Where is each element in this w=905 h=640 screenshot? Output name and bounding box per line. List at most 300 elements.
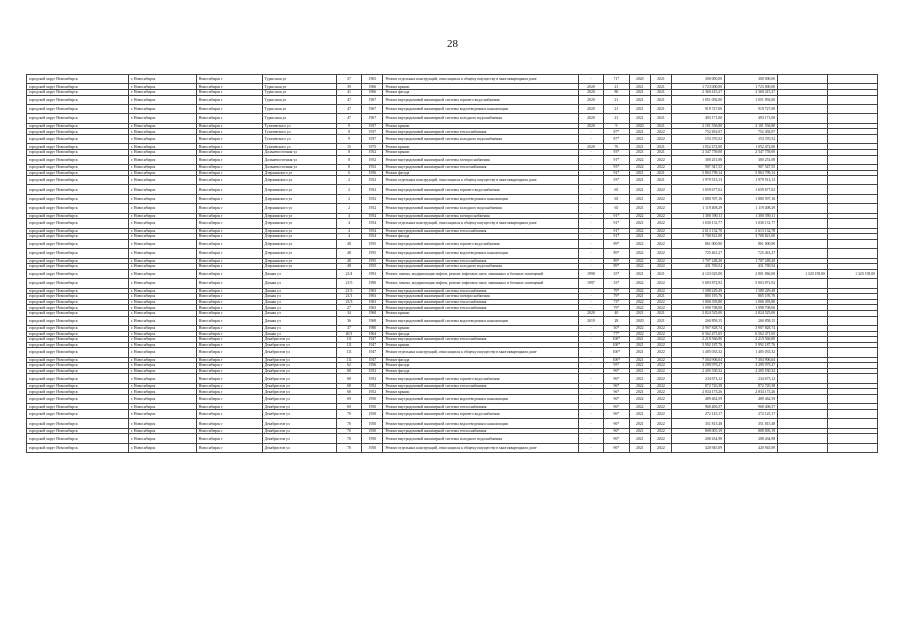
build-year-cell: 1954 <box>362 228 383 234</box>
settlement-cell: Новосибирск г <box>196 434 262 443</box>
fund-cost-cell: 1 588 229,49 <box>725 288 778 294</box>
end-year-cell: 2022 <box>650 249 671 258</box>
other-cost-2-cell <box>828 249 878 258</box>
start-year-cell: 2020 <box>629 123 650 129</box>
work-type-cell: Ремонт отдельных конструкций, относящихся к общему имуществу в многоквартирном доме <box>383 219 578 228</box>
last-repair-year-cell: - <box>578 325 603 331</box>
last-repair-year-cell: 2020 <box>578 310 603 316</box>
city-cell: г. Новосибирск <box>128 348 196 357</box>
fund-cost-cell: 3 299 979,27 <box>725 363 778 369</box>
table-row <box>27 75 878 84</box>
house-number-cell: 9 <box>336 123 361 129</box>
street-cell: Дзержинского ул <box>262 213 336 219</box>
municipality-cell: городской округ Новосибирск <box>27 194 129 203</box>
street-cell: Дачная ул <box>262 269 336 278</box>
build-year-cell: 1965 <box>362 75 383 84</box>
settlement-cell: Новосибирск г <box>196 219 262 228</box>
other-cost-cell <box>778 249 828 258</box>
last-repair-year-cell: - <box>578 213 603 219</box>
municipality-cell: городской округ Новосибирск <box>27 383 129 389</box>
build-year-cell: 1950 <box>362 395 383 404</box>
municipality-cell: городской округ Новосибирск <box>27 258 129 264</box>
total-cost-cell: 1 051 092,00 <box>672 95 725 104</box>
program-table <box>26 74 878 453</box>
fund-cost-cell: 805 195,76 <box>725 294 778 300</box>
house-number-cell: 9 <box>336 134 361 143</box>
start-year-cell: 2021 <box>629 337 650 343</box>
start-year-cell: 2021 <box>629 419 650 428</box>
fund-cost-cell: 2 205 530,32 <box>725 368 778 374</box>
other-cost-2-cell <box>828 374 878 383</box>
wear-percent-cell: 91* <box>604 155 629 164</box>
settlement-cell: Новосибирск г <box>196 389 262 395</box>
settlement-cell: Новосибирск г <box>196 316 262 325</box>
end-year-cell: 2022 <box>650 348 671 357</box>
total-cost-cell: 351 815,48 <box>672 419 725 428</box>
start-year-cell: 2021 <box>629 84 650 90</box>
house-number-cell: 36 <box>336 316 361 325</box>
work-type-cell: Ремонт внутридомовой инженерной системы теплоснабжения <box>383 129 578 135</box>
settlement-cell: Новосибирск г <box>196 383 262 389</box>
settlement-cell: Новосибирск г <box>196 234 262 240</box>
settlement-cell: Новосибирск г <box>196 357 262 363</box>
last-repair-year-cell: - <box>578 331 603 337</box>
municipality-cell: городской округ Новосибирск <box>27 176 129 185</box>
wear-percent-cell: 93* <box>604 176 629 185</box>
house-number-cell: 48 <box>336 264 361 270</box>
last-repair-year-cell: - <box>578 357 603 363</box>
work-type-cell: Ремонт внутридомовой инженерной системы водоотведения и канализации <box>383 194 578 203</box>
wear-percent-cell: 96* <box>604 389 629 395</box>
end-year-cell: 2021 <box>650 114 671 123</box>
street-cell: Турысская ул <box>262 84 336 90</box>
work-type-cell: Ремонт внутридомовой инженерной системы водоотведения и канализации <box>383 419 578 428</box>
work-type-cell: Ремонт внутридомовой инженерной системы холодного водоснабжения <box>383 204 578 213</box>
house-number-cell: 48 <box>336 239 361 248</box>
fund-cost-cell: 260 858,15 <box>725 316 778 325</box>
table-row <box>27 443 878 452</box>
work-type-cell: Ремонт крыши <box>383 342 578 348</box>
total-cost-cell: 805 195,76 <box>672 294 725 300</box>
build-year-cell: 1947 <box>362 357 383 363</box>
settlement-cell: Новосибирск г <box>196 279 262 288</box>
work-type-cell: Ремонт внутридомовой инженерной системы горячего водоснабжения <box>383 374 578 383</box>
street-cell: Декабристов ул <box>262 337 336 343</box>
other-cost-2-cell <box>828 176 878 185</box>
other-cost-cell <box>778 374 828 383</box>
last-repair-year-cell: - <box>578 404 603 410</box>
fund-cost-cell: 431 769,54 <box>725 264 778 270</box>
start-year-cell: 2021 <box>629 443 650 452</box>
other-cost-cell <box>778 239 828 248</box>
end-year-cell: 2022 <box>650 299 671 305</box>
wear-percent-cell: 91* <box>604 228 629 234</box>
other-cost-cell <box>778 434 828 443</box>
start-year-cell: 2021 <box>629 342 650 348</box>
street-cell: Турысская ул <box>262 75 336 84</box>
municipality-cell: городской округ Новосибирск <box>27 395 129 404</box>
end-year-cell: 2022 <box>650 129 671 135</box>
street-cell: Декабристов ул <box>262 419 336 428</box>
municipality-cell: городской округ Новосибирск <box>27 114 129 123</box>
municipality-cell: городской округ Новосибирск <box>27 144 129 150</box>
end-year-cell: 2022 <box>650 395 671 404</box>
last-repair-year-cell: - <box>578 75 603 84</box>
work-type-cell: Ремонт внутридомовой инженерной системы холодного водоснабжения <box>383 114 578 123</box>
city-cell: г. Новосибирск <box>128 219 196 228</box>
fund-cost-cell: 234 673,12 <box>725 374 778 383</box>
other-cost-2-cell <box>828 395 878 404</box>
other-cost-cell <box>778 134 828 143</box>
fund-cost-cell: 1 051 092,00 <box>725 95 778 104</box>
settlement-cell: Новосибирск г <box>196 288 262 294</box>
start-year-cell: 2021 <box>629 114 650 123</box>
start-year-cell: 2021 <box>629 269 650 278</box>
last-repair-year-cell: - <box>578 348 603 357</box>
city-cell: г. Новосибирск <box>128 258 196 264</box>
other-cost-2-cell <box>828 419 878 428</box>
start-year-cell: 2021 <box>629 134 650 143</box>
street-cell: Тухачевского ул <box>262 123 336 129</box>
settlement-cell: Новосибирск г <box>196 134 262 143</box>
wear-percent-cell: 70 <box>604 144 629 150</box>
total-cost-cell: 208 434,98 <box>672 434 725 443</box>
last-repair-year-cell: 1997 <box>578 279 603 288</box>
street-cell: Дзержинского ул <box>262 264 336 270</box>
city-cell: г. Новосибирск <box>128 331 196 337</box>
settlement-cell: Новосибирск г <box>196 428 262 434</box>
city-cell: г. Новосибирск <box>128 363 196 369</box>
build-year-cell: 1952 <box>362 383 383 389</box>
total-cost-cell: 5 003 872,92 <box>672 279 725 288</box>
city-cell: г. Новосибирск <box>128 129 196 135</box>
settlement-cell: Новосибирск г <box>196 325 262 331</box>
street-cell: Декабристов ул <box>262 342 336 348</box>
end-year-cell: 2021 <box>650 75 671 84</box>
total-cost-cell: 4 123 025,00 <box>672 269 725 278</box>
municipality-cell: городской округ Новосибирск <box>27 428 129 434</box>
total-cost-cell: 300 251,08 <box>672 155 725 164</box>
house-number-cell: 111 <box>336 357 361 363</box>
municipality-cell: городской округ Новосибирск <box>27 294 129 300</box>
other-cost-cell <box>778 176 828 185</box>
fund-cost-cell: 7 304 906,04 <box>725 357 778 363</box>
house-number-cell: 47 <box>336 104 361 113</box>
street-cell: Дзержинского ул <box>262 194 336 203</box>
last-repair-year-cell: - <box>578 299 603 305</box>
end-year-cell: 2022 <box>650 434 671 443</box>
municipality-cell: городской округ Новосибирск <box>27 348 129 357</box>
start-year-cell: 2022 <box>629 249 650 258</box>
house-number-cell: 111 <box>336 348 361 357</box>
work-type-cell: Ремонт фасада <box>383 89 578 95</box>
work-type-cell: Ремонт крыши <box>383 84 578 90</box>
fund-cost-cell: 5 863 799,14 <box>725 170 778 176</box>
city-cell: г. Новосибирск <box>128 389 196 395</box>
total-cost-cell: 968 406,57 <box>672 404 725 410</box>
start-year-cell: 2022 <box>629 264 650 270</box>
street-cell: Декабристов ул <box>262 404 336 410</box>
last-repair-year-cell: - <box>578 185 603 194</box>
build-year-cell: 1952 <box>362 155 383 164</box>
last-repair-year-cell: - <box>578 410 603 419</box>
other-cost-2-cell <box>828 348 878 357</box>
start-year-cell: 2022 <box>629 325 650 331</box>
street-cell: Дзержинского ул <box>262 204 336 213</box>
settlement-cell: Новосибирск г <box>196 249 262 258</box>
city-cell: г. Новосибирск <box>128 194 196 203</box>
end-year-cell: 2022 <box>650 383 671 389</box>
fund-cost-cell: 2 613 132,78 <box>725 228 778 234</box>
settlement-cell: Новосибирск г <box>196 144 262 150</box>
build-year-cell: 1955 <box>362 239 383 248</box>
total-cost-cell: 153 370,52 <box>672 134 725 143</box>
house-number-cell: 21/4 <box>336 269 361 278</box>
build-year-cell: 1952 <box>362 149 383 155</box>
wear-percent-cell: 80 <box>604 89 629 95</box>
street-cell: Дзержинского ул <box>262 234 336 240</box>
house-number-cell: 4 <box>336 228 361 234</box>
house-number-cell: 48 <box>336 258 361 264</box>
total-cost-cell: 2 205 530,32 <box>672 368 725 374</box>
total-cost-cell: 907 547,55 <box>672 164 725 170</box>
fund-cost-cell: 351 815,48 <box>725 419 778 428</box>
wear-percent-cell: 96* <box>604 383 629 389</box>
wear-percent-cell: 93* <box>604 164 629 170</box>
street-cell: Дачная ул <box>262 310 336 316</box>
house-number-cell: 41 <box>336 89 361 95</box>
start-year-cell: 2021 <box>629 428 650 434</box>
street-cell: Турысская ул <box>262 104 336 113</box>
total-cost-cell: 2 360 415,27 <box>672 89 725 95</box>
end-year-cell: 2022 <box>650 428 671 434</box>
start-year-cell: 2021 <box>629 176 650 185</box>
wear-percent-cell: 96* <box>604 419 629 428</box>
city-cell: г. Новосибирск <box>128 357 196 363</box>
start-year-cell: 2021 <box>629 389 650 395</box>
municipality-cell: городской округ Новосибирск <box>27 185 129 194</box>
other-cost-cell <box>778 185 828 194</box>
start-year-cell: 2021 <box>629 219 650 228</box>
settlement-cell: Новосибирск г <box>196 95 262 104</box>
wear-percent-cell: 79* <box>604 305 629 311</box>
last-repair-year-cell: - <box>578 389 603 395</box>
fund-cost-cell: 2 834 173,26 <box>725 389 778 395</box>
city-cell: г. Новосибирск <box>128 374 196 383</box>
other-cost-2-cell <box>828 434 878 443</box>
start-year-cell: 2022 <box>629 305 650 311</box>
build-year-cell: 1954 <box>362 219 383 228</box>
start-year-cell: 2021 <box>629 149 650 155</box>
start-year-cell: 2021 <box>629 348 650 357</box>
table-row <box>27 434 878 443</box>
total-cost-cell: 1 098 708,06 <box>672 305 725 311</box>
work-type-cell: Ремонт внутридомовой инженерной системы теплоснабжения <box>383 404 578 410</box>
total-cost-cell: 808 005,19 <box>672 428 725 434</box>
last-repair-year-cell: - <box>578 419 603 428</box>
table-row <box>27 279 878 288</box>
municipality-cell: городской округ Новосибирск <box>27 434 129 443</box>
street-cell: Декабристов ул <box>262 389 336 395</box>
street-cell: Дзержинского ул <box>262 249 336 258</box>
street-cell: Дачная ул <box>262 305 336 311</box>
last-repair-year-cell: - <box>578 234 603 240</box>
house-number-cell: 4 <box>336 234 361 240</box>
total-cost-cell: 725 461,27 <box>672 249 725 258</box>
last-repair-year-cell: 2020 <box>578 104 603 113</box>
total-cost-cell: 1 119 408,29 <box>672 204 725 213</box>
work-type-cell: Ремонт внутридомовой инженерной системы теплоснабжения <box>383 288 578 294</box>
last-repair-year-cell: - <box>578 258 603 264</box>
wear-percent-cell: 40 <box>604 310 629 316</box>
total-cost-cell: 919 727,00 <box>672 104 725 113</box>
end-year-cell: 2021 <box>650 104 671 113</box>
municipality-cell: городской округ Новосибирск <box>27 219 129 228</box>
last-repair-year-cell: - <box>578 264 603 270</box>
start-year-cell: 2021 <box>629 368 650 374</box>
end-year-cell: 2021 <box>650 89 671 95</box>
fund-cost-cell: 5 992 187,76 <box>725 342 778 348</box>
other-cost-cell: 1 320 158,00 <box>778 269 828 278</box>
street-cell: Турысская ул <box>262 89 336 95</box>
start-year-cell: 2022 <box>629 164 650 170</box>
house-number-cell: 2 <box>336 176 361 185</box>
house-number-cell: 37 <box>336 75 361 84</box>
work-type-cell: Ремонт отдельных конструкций, относящихся к общему имуществу в многоквартирном доме <box>383 176 578 185</box>
city-cell: г. Новосибирск <box>128 419 196 428</box>
street-cell: Декабристов ул <box>262 368 336 374</box>
other-cost-cell <box>778 419 828 428</box>
fund-cost-cell: 1 300 390,11 <box>725 213 778 219</box>
wear-percent-cell: 100* <box>604 348 629 357</box>
total-cost-cell: 752 492,07 <box>672 129 725 135</box>
build-year-cell: 1956 <box>362 363 383 369</box>
wear-percent-cell: 79* <box>604 294 629 300</box>
fund-cost-cell: 1 707 248,20 <box>725 258 778 264</box>
total-cost-cell: 5 992 187,76 <box>672 342 725 348</box>
settlement-cell: Новосибирск г <box>196 419 262 428</box>
fund-cost-cell: 153 370,52 <box>725 134 778 143</box>
municipality-cell: городской округ Новосибирск <box>27 75 129 84</box>
wear-percent-cell: 96* <box>604 428 629 434</box>
house-number-cell: 47 <box>336 114 361 123</box>
settlement-cell: Новосибирск г <box>196 395 262 404</box>
settlement-cell: Новосибирск г <box>196 123 262 129</box>
end-year-cell: 2022 <box>650 279 671 288</box>
house-number-cell: 70 <box>336 428 361 434</box>
start-year-cell: 2021 <box>629 95 650 104</box>
last-repair-year-cell: 2020 <box>578 144 603 150</box>
street-cell: Декабристов ул <box>262 434 336 443</box>
total-cost-cell: 1 052 472,00 <box>672 144 725 150</box>
wear-percent-cell: 71* <box>604 75 629 84</box>
last-repair-year-cell: - <box>578 249 603 258</box>
municipality-cell: городской округ Новосибирск <box>27 155 129 164</box>
street-cell: Дзержинского ул <box>262 219 336 228</box>
end-year-cell: 2022 <box>650 234 671 240</box>
total-cost-cell: 2 613 132,78 <box>672 228 725 234</box>
build-year-cell: 1950 <box>362 410 383 419</box>
last-repair-year-cell: - <box>578 337 603 343</box>
work-type-cell: Ремонт отдельных конструкций, относящихся к общему имуществу в многоквартирном доме <box>383 443 578 452</box>
city-cell: г. Новосибирск <box>128 170 196 176</box>
work-type-cell: Ремонт внутридомовой инженерной системы теплоснабжения <box>383 305 578 311</box>
total-cost-cell: 1 030 131,77 <box>672 219 725 228</box>
build-year-cell: 1975 <box>362 144 383 150</box>
settlement-cell: Новосибирск г <box>196 194 262 203</box>
start-year-cell: 2021 <box>629 410 650 419</box>
last-repair-year-cell: - <box>578 134 603 143</box>
wear-percent-cell: 50* <box>604 325 629 331</box>
house-number-cell: 70 <box>336 410 361 419</box>
street-cell: Дзержинского ул <box>262 258 336 264</box>
fund-cost-cell: 1 405 033,32 <box>725 348 778 357</box>
house-number-cell: 34 <box>336 310 361 316</box>
fund-cost-cell: 872 720,38 <box>725 383 778 389</box>
other-cost-cell <box>778 95 828 104</box>
street-cell: Дзержинского ул <box>262 239 336 248</box>
total-cost-cell: 2 824 525,00 <box>672 310 725 316</box>
settlement-cell: Новосибирск г <box>196 310 262 316</box>
settlement-cell: Новосибирск г <box>196 443 262 452</box>
table-row <box>27 185 878 194</box>
other-cost-2-cell <box>828 219 878 228</box>
build-year-cell: 1963 <box>362 305 383 311</box>
work-type-cell: Ремонт внутридомовой инженерной системы водоотведения и канализации <box>383 316 578 325</box>
municipality-cell: городской округ Новосибирск <box>27 204 129 213</box>
end-year-cell: 2022 <box>650 258 671 264</box>
other-cost-2-cell <box>828 75 878 84</box>
end-year-cell: 2022 <box>650 363 671 369</box>
wear-percent-cell: 89* <box>604 264 629 270</box>
last-repair-year-cell: - <box>578 374 603 383</box>
work-type-cell: Ремонт внутридомовой инженерной системы водоотведения и канализации <box>383 104 578 113</box>
table-row <box>27 176 878 185</box>
build-year-cell: 1966 <box>362 89 383 95</box>
municipality-cell: городской округ Новосибирск <box>27 129 129 135</box>
total-cost-cell: 1 723 000,00 <box>672 84 725 90</box>
work-type-cell: Ремонт внутридомовой инженерной системы водоотведения и канализации <box>383 249 578 258</box>
last-repair-year-cell: - <box>578 228 603 234</box>
table-row <box>27 269 878 278</box>
wear-percent-cell: 87* <box>604 134 629 143</box>
start-year-cell: 2022 <box>629 279 650 288</box>
end-year-cell: 2021 <box>650 144 671 150</box>
other-cost-cell <box>778 155 828 164</box>
fund-cost-cell: 2 360 415,27 <box>725 89 778 95</box>
house-number-cell: 68 <box>336 383 361 389</box>
fund-cost-cell: 1 098 708,06 <box>725 305 778 311</box>
build-year-cell: 1947 <box>362 348 383 357</box>
start-year-cell: 2021 <box>629 170 650 176</box>
settlement-cell: Новосибирск г <box>196 410 262 419</box>
total-cost-cell: 872 720,38 <box>672 383 725 389</box>
city-cell: г. Новосибирск <box>128 383 196 389</box>
total-cost-cell: 1 707 248,20 <box>672 258 725 264</box>
street-cell: Декабристов ул <box>262 348 336 357</box>
house-number-cell: 15 <box>336 144 361 150</box>
work-type-cell: Ремонт внутридомовой инженерной системы горячего водоснабжения <box>383 410 578 419</box>
end-year-cell: 2022 <box>650 288 671 294</box>
street-cell: Дальневосточная ул <box>262 164 336 170</box>
city-cell: г. Новосибирск <box>128 310 196 316</box>
work-type-cell: Ремонт крыши <box>383 149 578 155</box>
other-cost-2-cell <box>828 114 878 123</box>
total-cost-cell: 489 462,59 <box>672 395 725 404</box>
city-cell: г. Новосибирск <box>128 264 196 270</box>
work-type-cell: Ремонт внутридомовой инженерной системы холодного водоснабжения <box>383 134 578 143</box>
work-type-cell: Ремонт внутридомовой инженерной системы холодного водоснабжения <box>383 264 578 270</box>
